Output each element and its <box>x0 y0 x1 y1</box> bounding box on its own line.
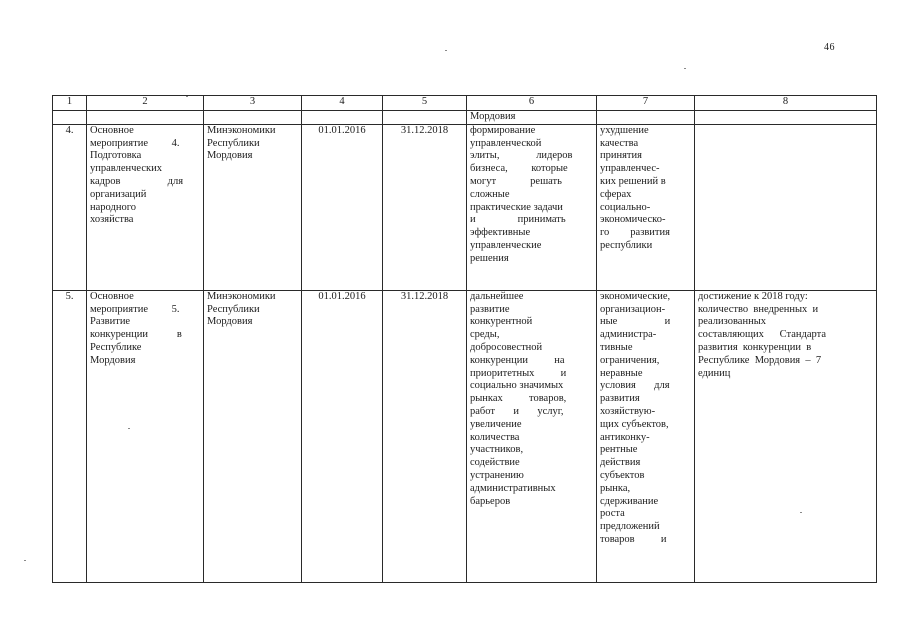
executor: Минэкономики Республики Мордовия <box>204 290 302 582</box>
column-number-row <box>53 96 877 111</box>
non-implementation-consequences: ухудшение качества принятия управленчес- ких решений в сферах социально- экономическо- го развития республики <box>597 124 695 290</box>
executor: Минэкономики Республики Мордовия <box>204 124 302 290</box>
start-date: 01.01.2016 <box>302 124 383 290</box>
column-number: 6 <box>467 96 597 111</box>
row-number: 5. <box>53 290 87 582</box>
column-number: 7 <box>597 96 695 111</box>
expected-result: дальнейшее развитие конкурентной среды, добросовестной конкуренции на приоритетных и социально значимых рынках товаров, работ и услуг, увеличение количества участников, содействие устранению административных барьеров <box>467 290 597 582</box>
end-date: 31.12.2018 <box>383 124 467 290</box>
column-number: 4 <box>302 96 383 111</box>
scan-speck <box>800 512 802 513</box>
scan-speck <box>684 68 686 69</box>
expected-result: формирование управленческой элиты, лидеров бизнеса, которые могут решать сложные практические задачи и принимать эффективные управленческие решения <box>467 124 597 290</box>
continuation-text: Мордовия <box>467 111 597 125</box>
indicator-link: достижение к 2018 году: количество внедренных и реализованных составляющих Стандарта развития конкуренции в Республике Мордовия – 7 единиц <box>695 290 877 582</box>
column-number: 5 <box>383 96 467 111</box>
scan-speck <box>128 428 130 429</box>
page-number: 46 <box>824 42 835 53</box>
indicator-link <box>695 124 877 290</box>
table-row <box>53 290 877 582</box>
measure-name: Основное мероприятие 5. Развитие конкуренции в Республике Мордовия <box>87 290 204 582</box>
column-number: 8 <box>695 96 877 111</box>
end-date: 31.12.2018 <box>383 290 467 582</box>
scan-speck <box>186 96 188 97</box>
scan-speck <box>445 50 447 51</box>
start-date: 01.01.2016 <box>302 290 383 582</box>
non-implementation-consequences: экономические, организацион- ные и администра- тивные ограничения, неравные условия для развития хозяйствую- щих субъектов, антиконку- рентные действия субъектов рынка, сдерживание роста предложений товаров и <box>597 290 695 582</box>
continuation-row <box>53 111 877 125</box>
column-number: 2 <box>87 96 204 111</box>
measure-name: Основное мероприятие 4. Подготовка управленческих кадров для организаций народного хозяйства <box>87 124 204 290</box>
measures-table <box>52 95 877 583</box>
table-row <box>53 124 877 290</box>
column-number: 3 <box>204 96 302 111</box>
scan-speck <box>24 560 26 561</box>
row-number: 4. <box>53 124 87 290</box>
column-number: 1 <box>53 96 87 111</box>
